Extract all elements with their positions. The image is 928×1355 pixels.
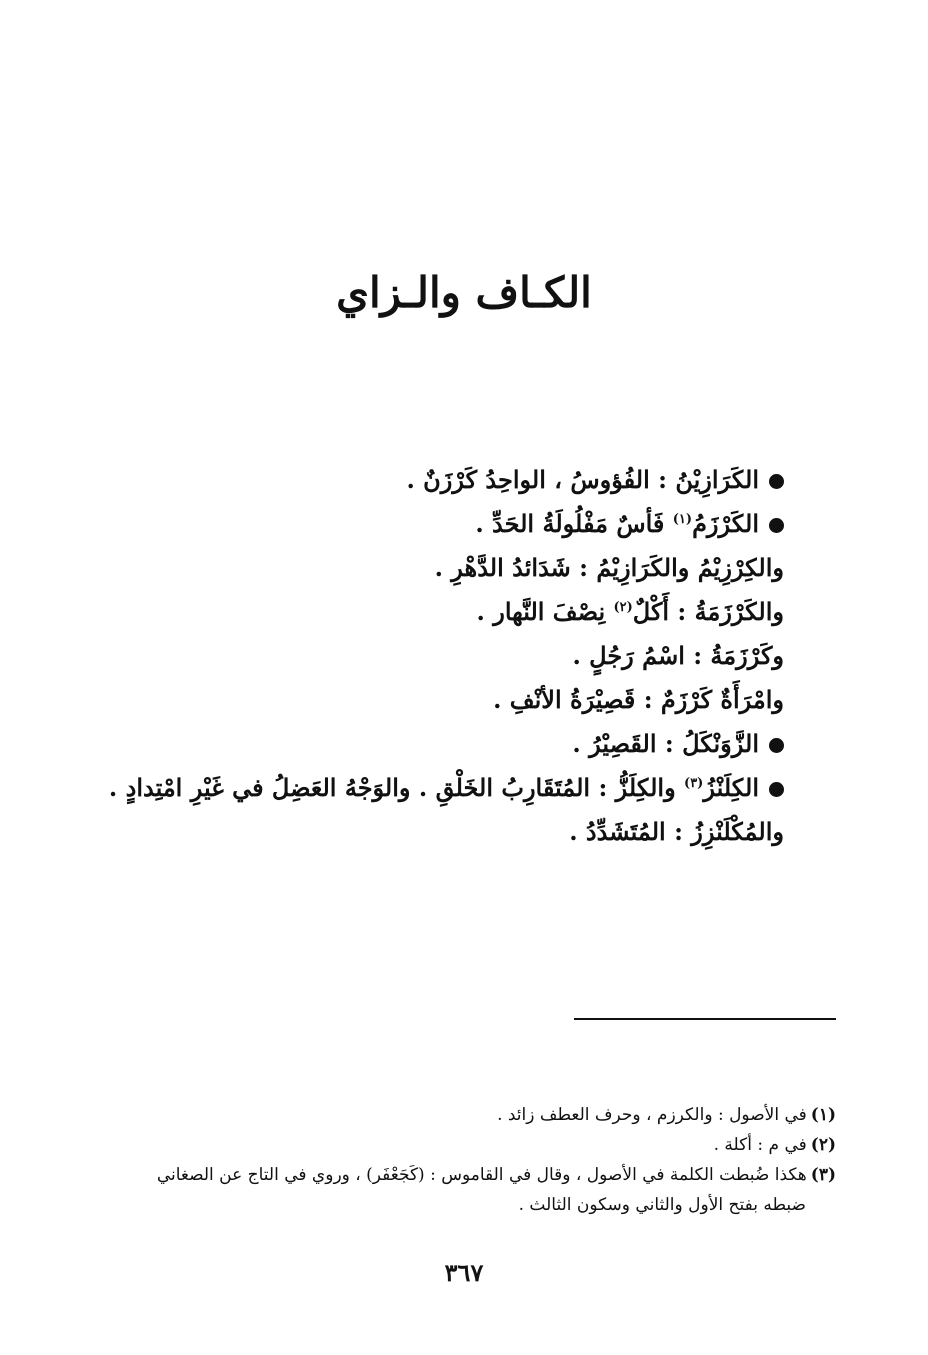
- footnote-1: [106, 1100, 836, 1130]
- entry-headword: الكَرْزَمُ: [692, 509, 759, 538]
- footnotes: [106, 1100, 836, 1220]
- footnote-text: ضبطه بفتح الأول والثاني وسكون الثالث .: [518, 1195, 806, 1215]
- bullet-icon: [769, 518, 784, 533]
- footnote-ref-1: (١): [672, 512, 693, 527]
- footnote-text: هكذا ضُبطت الكلمة في الأصول ، وقال في القاموس : (كَجَعْفَر) ، وروي في التاج عن الصغاني: [156, 1165, 807, 1185]
- footnote-number: (٢): [810, 1135, 836, 1155]
- entry-text: والمُكْلَنْزِزُ : المُتَشَدِّدُ .: [569, 817, 784, 846]
- entry-headword: الكِلَنْزُ: [703, 773, 759, 802]
- entry-definition: فَأسٌ مَفْلُولَةُ الحَدِّ .: [475, 509, 673, 538]
- footnote-text: في الأصول : والكرزم ، وحرف العطف زائد .: [497, 1105, 807, 1125]
- entry-8: [84, 766, 784, 810]
- entries-list: [84, 458, 784, 854]
- bullet-icon: [769, 738, 784, 753]
- footnote-number: (١): [810, 1105, 836, 1125]
- entry-text: والكِرْزِيْمُ والكَرَازِيْمُ : شَدَائدُ الدَّهْرِ .: [434, 553, 784, 582]
- entry-text: وكَرْزَمَةُ : اسْمُ رَجُلٍ .: [572, 641, 784, 670]
- entry-definition: والكِلَزُّ : المُتَقَارِبُ الخَلْقِ . والوَجْهُ العَضِلُ في غَيْرِ امْتِدادٍ .: [108, 773, 685, 802]
- bullet-icon: [769, 474, 784, 489]
- footnote-ref-3: (٣): [684, 776, 704, 791]
- page-title: الكـاف والـزاي: [336, 268, 592, 317]
- entry-text: الكَرَازِيْنُ : الفُؤوسُ ، الواحِدُ كَرْزَنٌ .: [406, 465, 759, 494]
- entry-headword: والكَرْزَمَةُ : أَكْلٌ: [632, 597, 784, 626]
- bullet-icon: [769, 782, 784, 797]
- footnote-text: في م : أكلة .: [713, 1135, 807, 1155]
- footnote-2: [106, 1130, 836, 1160]
- footnote-divider: [574, 1018, 836, 1020]
- entry-4: [84, 590, 784, 634]
- entry-1: [84, 458, 784, 502]
- page-number: ٣٦٧: [444, 1258, 484, 1287]
- entry-6: [84, 678, 784, 722]
- entry-9: [84, 810, 784, 854]
- entry-definition: نِصْفَ النَّهار .: [476, 597, 614, 626]
- entry-5: [84, 634, 784, 678]
- entry-text: وامْرَأَةٌ كَرْزَمٌ : قَصِيْرَةُ الأنْفِ .: [493, 685, 784, 714]
- entry-text: الزَّوَنْكَلُ : القَصِيْرُ .: [572, 729, 759, 758]
- entry-7: [84, 722, 784, 766]
- footnote-number: (٣): [810, 1165, 836, 1185]
- entry-3: [84, 546, 784, 590]
- footnote-3-continued: [106, 1190, 836, 1220]
- footnote-3: [106, 1160, 836, 1190]
- footnote-ref-2: (٢): [613, 600, 633, 615]
- entry-2: [84, 502, 784, 546]
